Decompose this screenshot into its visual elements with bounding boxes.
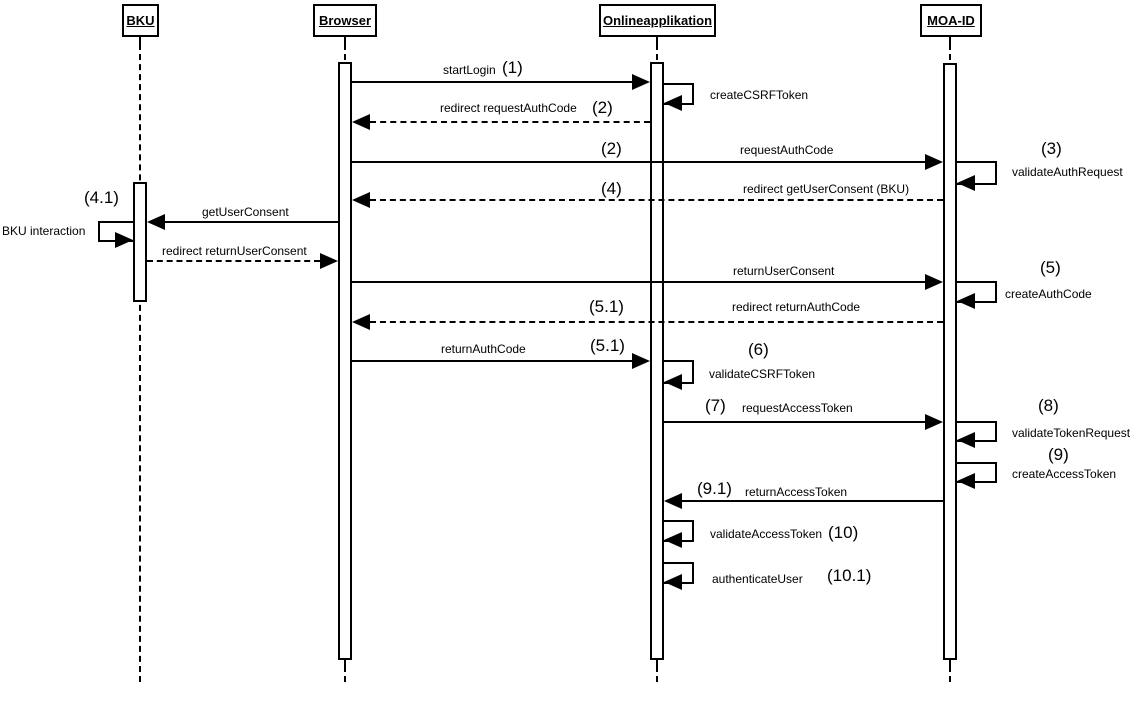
msg-get-user-consent-line xyxy=(165,221,338,223)
msg-return-access-token-arrowhead xyxy=(664,493,682,509)
msg-create-csrf-token-arrowhead xyxy=(664,95,682,111)
msg-request-access-token-arrowhead xyxy=(925,414,943,430)
msg-validate-token-request-num: (8) xyxy=(1038,396,1059,415)
msg-request-access-token-line xyxy=(664,421,925,423)
activation-bku xyxy=(133,182,147,302)
actor-moaid xyxy=(920,4,982,37)
msg-request-auth-code-arrowhead xyxy=(925,154,943,170)
msg-create-auth-code-arrowhead xyxy=(957,293,975,309)
msg-redirect-get-user-consent-num: (4) xyxy=(601,179,622,198)
msg-redirect-return-user-consent-label: redirect returnUserConsent xyxy=(162,244,307,258)
msg-validate-access-token-num: (10) xyxy=(828,523,859,542)
msg-create-auth-code-num: (5) xyxy=(1040,258,1061,277)
msg-start-login-label: startLogin xyxy=(443,63,496,77)
msg-validate-csrf-token-arrowhead xyxy=(664,374,682,390)
msg-validate-token-request-arrowhead xyxy=(957,432,975,448)
msg-validate-access-token-label: validateAccessToken xyxy=(710,527,823,541)
msg-return-access-token-num: (9.1) xyxy=(697,479,732,498)
msg-validate-auth-request-label: validateAuthRequest xyxy=(1012,165,1123,179)
msg-return-auth-code-line xyxy=(352,360,632,362)
msg-bku-interaction-label: BKU interaction xyxy=(2,224,86,238)
actor-bku xyxy=(122,4,159,37)
msg-redirect-get-user-consent-line xyxy=(370,199,943,201)
msg-redirect-request-auth-code-arrowhead xyxy=(352,114,370,130)
lifeline-tick xyxy=(139,36,141,46)
msg-return-user-consent-arrowhead xyxy=(925,274,943,290)
msg-return-access-token-label: returnAccessToken xyxy=(745,485,848,499)
msg-return-auth-code-arrowhead xyxy=(632,353,650,369)
msg-redirect-return-auth-code-label: redirect returnAuthCode xyxy=(732,300,861,314)
msg-request-auth-code-label: requestAuthCode xyxy=(740,143,834,157)
actor-browser-label: Browser xyxy=(318,13,372,28)
msg-validate-csrf-token-label: validateCSRFToken xyxy=(709,367,816,381)
lifeline-bku xyxy=(139,44,141,682)
activation-browser xyxy=(338,62,352,660)
msg-return-user-consent-line xyxy=(352,281,925,283)
actor-onlineapp-label: Onlineapplikation xyxy=(602,13,713,28)
msg-validate-access-token-arrowhead xyxy=(664,532,682,548)
msg-redirect-return-user-consent-arrowhead xyxy=(320,253,338,269)
msg-redirect-return-user-consent-line xyxy=(147,260,320,262)
msg-return-user-consent-label: returnUserConsent xyxy=(733,264,835,278)
msg-redirect-get-user-consent-label: redirect getUserConsent (BKU) xyxy=(743,182,910,196)
actor-onlineapp xyxy=(599,4,716,37)
msg-create-access-token-label: createAccessToken xyxy=(1012,467,1117,481)
msg-create-access-token-arrowhead xyxy=(957,473,975,489)
msg-validate-auth-request-arrowhead xyxy=(957,175,975,191)
msg-get-user-consent-label: getUserConsent xyxy=(202,205,289,219)
msg-request-auth-code-line xyxy=(352,161,925,163)
lifeline-tick xyxy=(949,36,951,46)
lifeline-tick xyxy=(344,660,346,668)
msg-create-access-token-num: (9) xyxy=(1048,445,1069,464)
msg-redirect-return-auth-code-arrowhead xyxy=(352,314,370,330)
msg-create-auth-code-label: createAuthCode xyxy=(1005,287,1092,301)
msg-return-auth-code-label: returnAuthCode xyxy=(441,342,526,356)
msg-return-access-token-line xyxy=(682,500,943,502)
msg-authenticate-user-num: (10.1) xyxy=(827,566,872,585)
msg-get-user-consent-arrowhead xyxy=(147,214,165,230)
msg-redirect-request-auth-code-label: redirect requestAuthCode xyxy=(440,101,577,115)
msg-redirect-request-auth-code-line xyxy=(370,121,650,123)
msg-redirect-return-auth-code-line xyxy=(370,321,943,323)
msg-authenticate-user-label: authenticateUser xyxy=(712,572,803,586)
actor-browser xyxy=(313,4,377,37)
lifeline-tick xyxy=(344,36,346,46)
msg-start-login-arrowhead xyxy=(632,74,650,90)
msg-authenticate-user-arrowhead xyxy=(664,574,682,590)
activation-moaid xyxy=(943,63,957,660)
msg-bku-interaction-arrowhead xyxy=(115,232,133,248)
msg-redirect-get-user-consent-arrowhead xyxy=(352,192,370,208)
lifeline-tick xyxy=(949,660,951,668)
lifeline-tick xyxy=(656,660,658,668)
msg-validate-token-request-label: validateTokenRequest xyxy=(1012,426,1131,440)
msg-redirect-request-auth-code-num: (2) xyxy=(592,98,613,117)
actor-bku-label: BKU xyxy=(126,13,155,28)
msg-redirect-return-auth-code-num: (5.1) xyxy=(589,297,624,316)
msg-validate-auth-request-num: (3) xyxy=(1041,139,1062,158)
msg-start-login-line xyxy=(352,81,632,83)
msg-bku-interaction-num: (4.1) xyxy=(84,188,119,207)
msg-request-access-token-label: requestAccessToken xyxy=(742,401,853,415)
msg-return-auth-code-num: (5.1) xyxy=(590,336,625,355)
activation-onlineapp xyxy=(650,62,664,660)
msg-create-csrf-token-label: createCSRFToken xyxy=(710,88,809,102)
msg-request-auth-code-num: (2) xyxy=(601,139,622,158)
msg-request-access-token-num: (7) xyxy=(705,396,726,415)
msg-start-login-num: (1) xyxy=(502,58,523,77)
actor-moaid-label: MOA-ID xyxy=(927,13,975,28)
lifeline-tick xyxy=(656,36,658,46)
msg-validate-csrf-token-num: (6) xyxy=(748,340,769,359)
